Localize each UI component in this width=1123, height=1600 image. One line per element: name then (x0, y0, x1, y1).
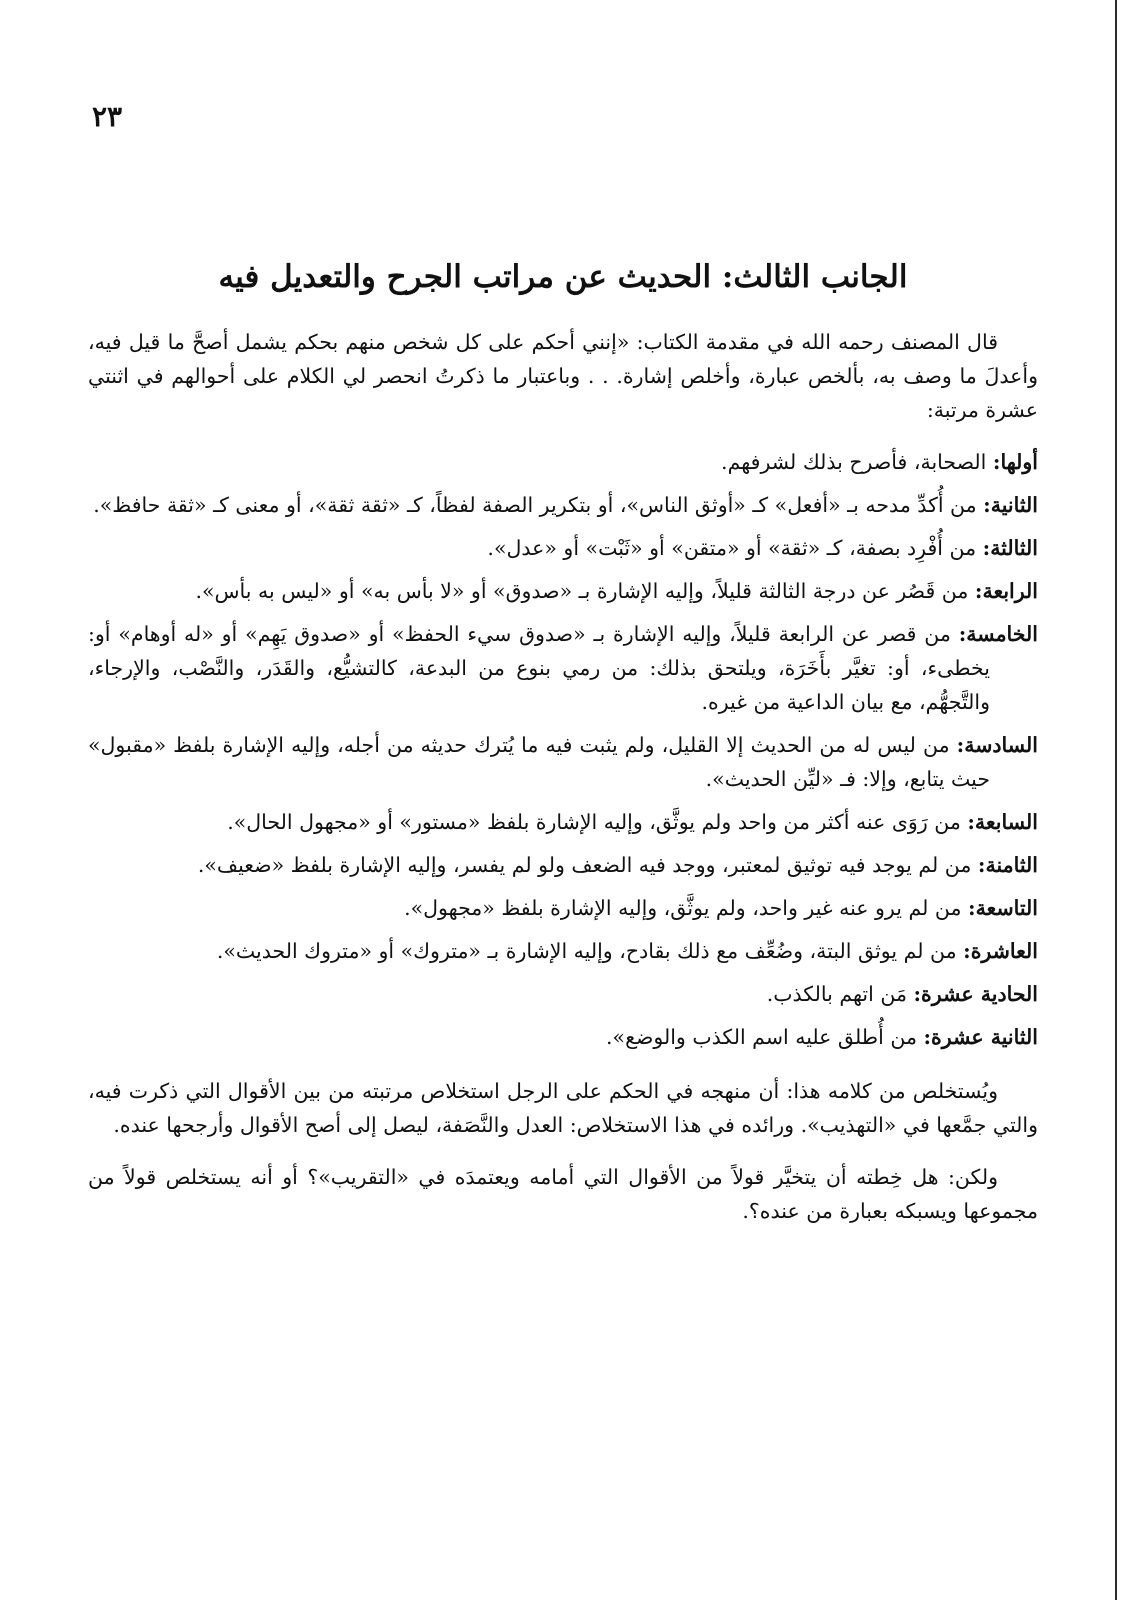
grade-label: أولها: (992, 450, 1038, 474)
grade-item (88, 488, 1038, 522)
grade-item (88, 531, 1038, 565)
grade-label: الثالثة: (982, 536, 1038, 560)
grade-item (88, 977, 1038, 1011)
grade-item (88, 574, 1038, 608)
grade-text: من قَصُر عن درجة الثالثة قليلاً، وإليه الإشارة بـ «صدوق» أو «لا بأس به» أو «ليس به بأس». (195, 579, 969, 603)
grade-text: من أُطلق عليه اسم الكذب والوضع». (606, 1025, 917, 1049)
grade-text: من رَوَى عنه أكثر من واحد ولم يوثَّق، وإليه الإشارة بلفظ «مستور» أو «مجهول الحال». (227, 810, 961, 834)
grade-text: من لم يرو عنه غير واحد، ولم يوثَّق، وإليه الإشارة بلفظ «مجهول». (404, 896, 962, 920)
grade-item (88, 891, 1038, 925)
grade-item (88, 728, 1038, 796)
grade-label: الثانية: (983, 493, 1038, 517)
grade-text: من أُكدِّ مدحه بـ «أفعل» كـ «أوثق الناس»، أو بتكرير الصفة لفظاً، كـ «ثقة ثقة»، أو معنى كـ «ثقة حافظ». (93, 493, 977, 517)
grade-item (88, 848, 1038, 882)
grade-text: مَن اتهم بالكذب. (766, 982, 907, 1006)
question-paragraph: ولكن: هل خِطته أن يتخيَّر قولاً من الأقوال التي أمامه ويعتمدَه في «التقريب»؟ أو أنه يستخلص قولاً من مجموعها ويسبكه بعبارة من عنده؟. (88, 1165, 1038, 1223)
intro-paragraph: قال المصنف رحمه الله في مقدمة الكتاب: «إنني أحكم على كل شخص منهم بحكم يشمل أصحَّ ما قيل فيه، وأعدلَ ما وصف به، بألخص عبارة، وأخلص إشارة. . . وباعتبار ما ذكرتُ انحصر لي الكلام على أحوالهم في اثنتي عشرة مرتبة: (88, 330, 1038, 422)
grade-label: الحادية عشرة: (913, 982, 1038, 1006)
grade-label: السادسة: (956, 733, 1038, 757)
grade-item (88, 445, 1038, 479)
grade-text: من ليس له من الحديث إلا القليل، ولم يثبت فيه ما يُترك حديثه من أجله، وإليه الإشارة بلفظ «مقبول» حيث يتابع، وإلا: فـ «ليِّن الحديث». (88, 733, 990, 791)
grade-text: من قصر عن الرابعة قليلاً، وإليه الإشارة بـ «صدوق سيء الحفظ» أو «صدوق يَهِم» أو «له أوهام» أو: يخطىء، أو: تغيَّر بأَخَرَة، ويلتحق بذلك: من رمي بنوع من البدعة، كالتشيُّع، والقَدَر، والنَّصْب، والإرجاء، والتَّجهُّم، مع بيان الداعية من غيره. (88, 622, 990, 714)
grade-text: الصحابة، فأصرح بذلك لشرفهم. (721, 450, 987, 474)
conclusion-paragraph: ويُستخلص من كلامه هذا: أن منهجه في الحكم على الرجل استخلاص مرتبته من بين الأقوال التي ذكرت فيه، والتي جمَّعها في «التهذيب». ورائده في هذا الاستخلاص: العدل والنَّصَفة، ليصل إلى أصح الأقوال وأرجحها عنده. (88, 1079, 1038, 1137)
section-heading: الجانب الثالث: الحديث عن مراتب الجرح والتعديل فيه (218, 259, 908, 295)
grades-list (88, 445, 1038, 1054)
grade-text: من أُفْرِد بصفة، كـ «ثقة» أو «متقن» أو «ثَبْت» أو «عدل». (487, 536, 977, 560)
grade-label: الثامنة: (977, 853, 1038, 877)
grade-item (88, 617, 1038, 719)
grade-label: السابعة: (967, 810, 1038, 834)
grade-text: من لم يوثق البتة، وضُعِّف مع ذلك بقادح، وإليه الإشارة بـ «متروك» أو «متروك الحديث». (216, 939, 957, 963)
page-edge-line (1115, 0, 1117, 1600)
grade-text: من لم يوجد فيه توثيق لمعتبر، ووجد فيه الضعف ولو لم يفسر، وإليه الإشارة بلفظ «ضعيف». (197, 853, 972, 877)
grade-label: الثانية عشرة: (923, 1025, 1038, 1049)
page-body (88, 255, 1038, 1228)
grade-item (88, 805, 1038, 839)
grade-item (88, 934, 1038, 968)
grade-label: العاشرة: (963, 939, 1038, 963)
page-number: ٢٣ (92, 100, 123, 133)
grade-item (88, 1020, 1038, 1054)
grade-label: الخامسة: (958, 622, 1038, 646)
grade-label: التاسعة: (968, 896, 1038, 920)
grade-label: الرابعة: (974, 579, 1038, 603)
